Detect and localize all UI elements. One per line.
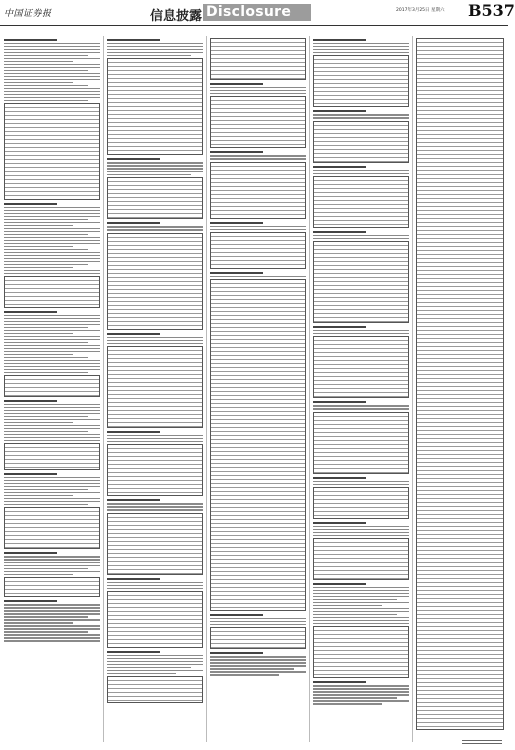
text-line bbox=[4, 631, 88, 632]
text-line bbox=[4, 345, 100, 346]
text-line bbox=[313, 605, 382, 606]
text-line bbox=[107, 49, 203, 50]
text-line bbox=[107, 438, 203, 439]
text-line bbox=[313, 599, 397, 600]
data-table bbox=[313, 336, 409, 398]
text-line bbox=[4, 372, 88, 373]
text-line bbox=[313, 587, 409, 588]
text-line bbox=[4, 565, 100, 566]
masthead-logo: 中国证券报 bbox=[4, 9, 52, 19]
block-heading bbox=[313, 39, 366, 41]
data-table bbox=[313, 412, 409, 474]
column-divider bbox=[412, 36, 413, 742]
text-line bbox=[107, 226, 203, 227]
block-heading bbox=[210, 222, 263, 224]
text-line bbox=[210, 618, 306, 619]
text-line bbox=[313, 691, 409, 692]
text-line bbox=[4, 336, 100, 337]
text-line bbox=[4, 213, 100, 214]
data-table bbox=[107, 513, 203, 575]
block-heading bbox=[210, 151, 263, 153]
text-line bbox=[4, 252, 100, 253]
text-line bbox=[4, 354, 73, 355]
data-table bbox=[4, 507, 100, 549]
data-table bbox=[313, 241, 409, 323]
text-line bbox=[210, 624, 306, 625]
data-table bbox=[4, 276, 100, 308]
data-table bbox=[107, 591, 203, 648]
data-table bbox=[107, 444, 203, 496]
text-line bbox=[4, 234, 88, 235]
text-line bbox=[107, 171, 203, 172]
data-table bbox=[313, 121, 409, 163]
text-line bbox=[4, 85, 88, 86]
text-line bbox=[107, 441, 203, 442]
text-line bbox=[107, 340, 203, 341]
text-line bbox=[4, 369, 100, 370]
block-heading bbox=[4, 39, 57, 41]
text-line bbox=[313, 602, 409, 603]
text-line bbox=[313, 620, 409, 621]
text-line bbox=[4, 210, 100, 211]
text-line bbox=[210, 229, 306, 230]
text-line bbox=[313, 43, 409, 44]
text-line bbox=[4, 76, 100, 77]
text-line bbox=[313, 529, 409, 530]
text-line bbox=[210, 621, 306, 622]
text-line bbox=[210, 668, 294, 669]
text-line bbox=[4, 52, 100, 53]
text-line bbox=[4, 437, 100, 438]
text-line bbox=[313, 481, 409, 482]
text-line bbox=[4, 228, 100, 229]
block-heading bbox=[313, 231, 366, 233]
text-line bbox=[4, 237, 100, 238]
text-line bbox=[4, 348, 100, 349]
text-line bbox=[4, 637, 100, 638]
text-line bbox=[4, 249, 88, 250]
block-heading bbox=[313, 110, 366, 112]
data-table bbox=[4, 103, 100, 200]
text-line bbox=[4, 91, 100, 92]
text-line bbox=[4, 258, 100, 259]
text-line bbox=[4, 559, 100, 560]
block-heading bbox=[107, 578, 160, 580]
text-line bbox=[210, 90, 306, 91]
text-line bbox=[4, 628, 100, 629]
text-line bbox=[210, 276, 306, 277]
text-line bbox=[210, 93, 306, 94]
footer-note bbox=[462, 740, 502, 746]
column-divider bbox=[309, 36, 310, 742]
block-heading bbox=[4, 400, 57, 402]
text-line bbox=[4, 480, 100, 481]
text-line bbox=[313, 52, 409, 53]
block-heading bbox=[107, 499, 160, 501]
text-line bbox=[4, 243, 100, 244]
text-line bbox=[4, 486, 100, 487]
text-line bbox=[313, 623, 409, 624]
article-column-1 bbox=[4, 36, 100, 744]
text-line bbox=[210, 656, 306, 657]
text-line bbox=[313, 46, 409, 47]
text-line bbox=[313, 535, 409, 536]
text-line bbox=[4, 574, 73, 575]
text-line bbox=[107, 506, 203, 507]
text-line bbox=[107, 503, 203, 504]
text-line bbox=[4, 404, 100, 405]
text-line bbox=[313, 173, 409, 174]
text-line bbox=[4, 634, 100, 635]
text-line bbox=[313, 700, 409, 701]
data-table bbox=[4, 577, 100, 597]
text-line bbox=[4, 324, 100, 325]
issue-date: 2017年3月25日 星期六 bbox=[396, 8, 445, 13]
text-line bbox=[4, 222, 100, 223]
text-line bbox=[4, 413, 100, 414]
text-line bbox=[107, 655, 203, 656]
text-line bbox=[4, 327, 88, 328]
text-line bbox=[313, 697, 397, 698]
text-line bbox=[313, 238, 409, 239]
text-line bbox=[4, 428, 100, 429]
text-line bbox=[4, 49, 100, 50]
text-line bbox=[313, 532, 409, 533]
data-table bbox=[313, 176, 409, 228]
text-line bbox=[4, 94, 100, 95]
text-line bbox=[4, 70, 88, 71]
text-line bbox=[313, 611, 409, 612]
text-line bbox=[4, 619, 100, 620]
text-line bbox=[4, 64, 100, 65]
text-line bbox=[210, 226, 306, 227]
text-line bbox=[4, 100, 88, 101]
text-line bbox=[4, 357, 88, 358]
text-line bbox=[107, 55, 191, 56]
text-line bbox=[4, 97, 100, 98]
text-line bbox=[4, 273, 100, 274]
text-line bbox=[313, 596, 409, 597]
text-line bbox=[4, 604, 100, 605]
data-table bbox=[107, 177, 203, 219]
text-line bbox=[313, 330, 409, 331]
block-heading bbox=[313, 326, 366, 328]
text-line bbox=[4, 55, 88, 56]
block-heading bbox=[313, 166, 366, 168]
column-divider bbox=[103, 36, 104, 742]
block-heading bbox=[4, 203, 57, 205]
block-heading bbox=[210, 272, 263, 274]
text-line bbox=[4, 61, 73, 62]
text-line bbox=[313, 688, 409, 689]
text-line bbox=[313, 526, 409, 527]
data-table bbox=[313, 626, 409, 678]
text-line bbox=[4, 640, 100, 641]
text-line bbox=[4, 231, 100, 232]
block-heading bbox=[107, 222, 160, 224]
data-table bbox=[313, 538, 409, 580]
data-table bbox=[4, 443, 100, 470]
text-line bbox=[4, 607, 100, 608]
text-line bbox=[313, 617, 409, 618]
text-line bbox=[107, 343, 203, 344]
text-line bbox=[107, 664, 203, 665]
block-heading bbox=[4, 600, 57, 602]
text-line bbox=[313, 333, 409, 334]
text-line bbox=[107, 667, 191, 668]
text-line bbox=[313, 608, 409, 609]
text-line bbox=[4, 67, 100, 68]
data-table bbox=[4, 375, 100, 397]
text-line bbox=[4, 46, 100, 47]
text-line bbox=[4, 43, 100, 44]
block-heading bbox=[210, 83, 263, 85]
article-column-5 bbox=[416, 36, 504, 744]
section-title-cn: 信息披露 bbox=[150, 9, 203, 24]
text-line bbox=[4, 339, 100, 340]
text-line bbox=[107, 46, 203, 47]
text-line bbox=[4, 318, 100, 319]
text-line bbox=[4, 255, 100, 256]
text-line bbox=[4, 562, 100, 563]
text-line bbox=[313, 117, 409, 118]
text-line bbox=[313, 408, 409, 409]
section-title-en: Disclosure bbox=[206, 4, 292, 20]
text-line bbox=[107, 52, 203, 53]
header-rule bbox=[0, 25, 508, 26]
text-line bbox=[107, 509, 203, 510]
block-heading bbox=[313, 583, 366, 585]
text-line bbox=[313, 590, 409, 591]
text-line bbox=[4, 613, 100, 614]
text-line bbox=[313, 593, 409, 594]
page-header bbox=[0, 0, 515, 26]
text-line bbox=[107, 670, 203, 671]
data-table bbox=[107, 346, 203, 428]
text-line bbox=[4, 568, 88, 569]
text-line bbox=[4, 610, 100, 611]
data-table bbox=[107, 58, 203, 155]
text-line bbox=[4, 351, 100, 352]
text-line bbox=[107, 585, 203, 586]
text-line bbox=[313, 484, 409, 485]
text-line bbox=[4, 363, 100, 364]
text-line bbox=[4, 556, 100, 557]
data-table bbox=[313, 55, 409, 107]
block-heading bbox=[107, 651, 160, 653]
text-line bbox=[107, 435, 203, 436]
data-table bbox=[107, 676, 203, 703]
text-line bbox=[4, 342, 88, 343]
text-line bbox=[107, 229, 203, 230]
text-line bbox=[107, 165, 203, 166]
data-table bbox=[313, 487, 409, 519]
block-heading bbox=[107, 39, 160, 41]
text-line bbox=[107, 661, 203, 662]
block-heading bbox=[313, 522, 366, 524]
block-heading bbox=[313, 681, 366, 683]
page-number: B537 bbox=[468, 1, 515, 20]
text-line bbox=[4, 625, 100, 626]
text-line bbox=[107, 174, 191, 175]
article-column-3 bbox=[210, 36, 306, 744]
block-heading bbox=[107, 431, 160, 433]
text-line bbox=[4, 431, 88, 432]
text-line bbox=[4, 82, 73, 83]
text-line bbox=[107, 658, 203, 659]
column-divider bbox=[206, 36, 207, 742]
text-line bbox=[4, 216, 100, 217]
data-table bbox=[210, 38, 306, 80]
block-heading bbox=[4, 473, 57, 475]
text-line bbox=[210, 87, 306, 88]
text-line bbox=[4, 58, 100, 59]
text-line bbox=[4, 73, 100, 74]
text-line bbox=[4, 483, 100, 484]
text-line bbox=[4, 440, 100, 441]
block-heading bbox=[4, 552, 57, 554]
text-line bbox=[313, 703, 382, 704]
text-line bbox=[4, 616, 88, 617]
text-line bbox=[4, 498, 100, 499]
text-line bbox=[4, 434, 100, 435]
text-line bbox=[4, 261, 100, 262]
text-line bbox=[4, 330, 100, 331]
text-line bbox=[4, 270, 100, 271]
article-column-4 bbox=[313, 36, 409, 744]
text-line bbox=[313, 405, 409, 406]
text-line bbox=[4, 422, 73, 423]
text-line bbox=[4, 88, 100, 89]
text-line bbox=[4, 240, 100, 241]
block-heading bbox=[313, 401, 366, 403]
text-line bbox=[4, 501, 100, 502]
text-line bbox=[210, 662, 306, 663]
text-line bbox=[4, 360, 100, 361]
text-line bbox=[4, 366, 100, 367]
text-line bbox=[107, 582, 203, 583]
text-line bbox=[210, 671, 306, 672]
text-line bbox=[210, 659, 306, 660]
text-line bbox=[4, 407, 100, 408]
text-line bbox=[4, 321, 100, 322]
data-table bbox=[210, 232, 306, 269]
data-table bbox=[210, 279, 306, 611]
text-line bbox=[107, 337, 203, 338]
text-line bbox=[313, 49, 409, 50]
text-line bbox=[313, 114, 409, 115]
text-line bbox=[4, 207, 100, 208]
text-line bbox=[4, 333, 73, 334]
text-line bbox=[4, 504, 88, 505]
text-line bbox=[4, 571, 100, 572]
text-line bbox=[4, 622, 73, 623]
text-line bbox=[107, 673, 176, 674]
data-table bbox=[210, 162, 306, 219]
text-line bbox=[4, 489, 88, 490]
block-heading bbox=[210, 614, 263, 616]
text-line bbox=[4, 225, 73, 226]
text-line bbox=[107, 168, 203, 169]
text-line bbox=[107, 162, 203, 163]
text-line bbox=[4, 79, 100, 80]
text-line bbox=[210, 155, 306, 156]
text-line bbox=[107, 588, 203, 589]
text-line bbox=[210, 674, 279, 675]
text-line bbox=[4, 416, 88, 417]
text-line bbox=[313, 685, 409, 686]
text-line bbox=[313, 235, 409, 236]
text-line bbox=[313, 694, 409, 695]
text-line bbox=[4, 246, 73, 247]
data-table bbox=[210, 627, 306, 649]
text-line bbox=[210, 158, 306, 159]
text-line bbox=[4, 419, 100, 420]
text-line bbox=[4, 267, 73, 268]
text-line bbox=[4, 492, 100, 493]
block-heading bbox=[210, 652, 263, 654]
block-heading bbox=[313, 477, 366, 479]
text-line bbox=[313, 170, 409, 171]
data-table bbox=[416, 38, 504, 730]
text-line bbox=[4, 495, 73, 496]
text-line bbox=[4, 410, 100, 411]
text-line bbox=[4, 315, 100, 316]
text-line bbox=[4, 425, 100, 426]
block-heading bbox=[4, 311, 57, 313]
block-heading bbox=[107, 158, 160, 160]
text-line bbox=[4, 477, 100, 478]
data-table bbox=[107, 233, 203, 330]
text-line bbox=[4, 219, 88, 220]
text-line bbox=[4, 264, 88, 265]
data-table bbox=[210, 96, 306, 148]
text-line bbox=[107, 43, 203, 44]
article-column-2 bbox=[107, 36, 203, 744]
text-line bbox=[313, 614, 397, 615]
text-line bbox=[210, 665, 306, 666]
block-heading bbox=[107, 333, 160, 335]
